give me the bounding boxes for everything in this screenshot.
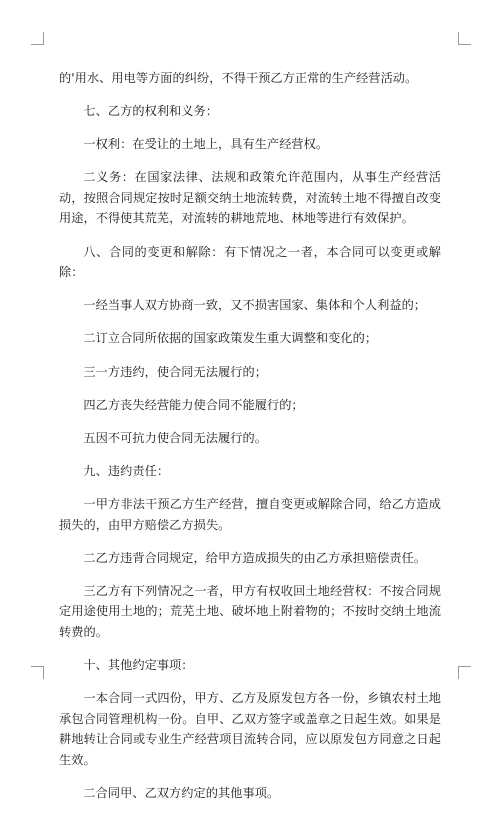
list-item-liability-3: 三乙方有下列情况之一者，甲方有权收回土地经营权：不按合同规定用途使用土地的；荒芜土地、破坏地上附着物的；不按时交纳土地流转费的。 [59,583,441,639]
crop-mark-top-right [458,32,471,45]
section-heading-other-terms: 十、其他约定事项： [83,657,194,672]
paragraph-continuation: 的'用水、用电等方面的纠纷，不得干预乙方正常的生产经营活动。 [59,71,418,85]
list-item-change-5: 五因不可抗力使合同无法履行的。 [83,430,267,445]
section-heading-party-b-rights: 七、乙方的权利和义务： [83,104,219,119]
list-item-other-1: 一本合同一式四份，甲方、乙方及原发包方各一份，乡镇农村土地承包合同管理机构一份。自甲、乙双方签字或盖章之日起生效。如果是耕地转让合同或专业生产经营项目流转合同，应以原发包方同意之日起生效。 [59,691,441,767]
section-heading-liability: 九、违约责任： [83,463,170,478]
list-item-change-1: 一经当事人双方协商一致，又不损害国家、集体和个人利益的； [83,298,427,313]
paragraph-obligations: 二义务：在国家法律、法规和政策允许范围内，从事生产经营活动，按照合同规定按时足额交纳土地流转费，对流转土地不得擅自改变用途，不得使其荒芜，对流转的耕地荒地、林地等进行有效保护。 [59,170,441,226]
list-item-change-3: 三一方违约，使合同无法履行的； [83,364,267,379]
list-item-other-2: 二合同甲、乙双方约定的其他事项。 [83,785,280,800]
crop-mark-bottom-left [31,666,44,679]
section-heading-contract-change: 八、合同的变更和解除：有下情况之一者，本合同可以变更或解除： [59,244,441,280]
list-item-change-4: 四乙方丧失经营能力使合同不能履行的； [83,397,304,412]
list-item-change-2: 二订立合同所依据的国家政策发生重大调整和变化的； [83,331,378,346]
list-item-liability-1: 一甲方非法干预乙方生产经营，擅自变更或解除合同，给乙方造成损失的，由甲方赔偿乙方损失。 [59,497,441,532]
paragraph-rights: 一权利：在受让的土地上，具有生产经营权。 [83,137,329,152]
list-item-liability-2: 二乙方违背合同规定，给甲方造成损失的由乙方承担赔偿责任。 [83,550,427,565]
crop-mark-top-left [31,32,44,45]
document-body [59,68,441,816]
crop-mark-bottom-right [458,666,471,679]
